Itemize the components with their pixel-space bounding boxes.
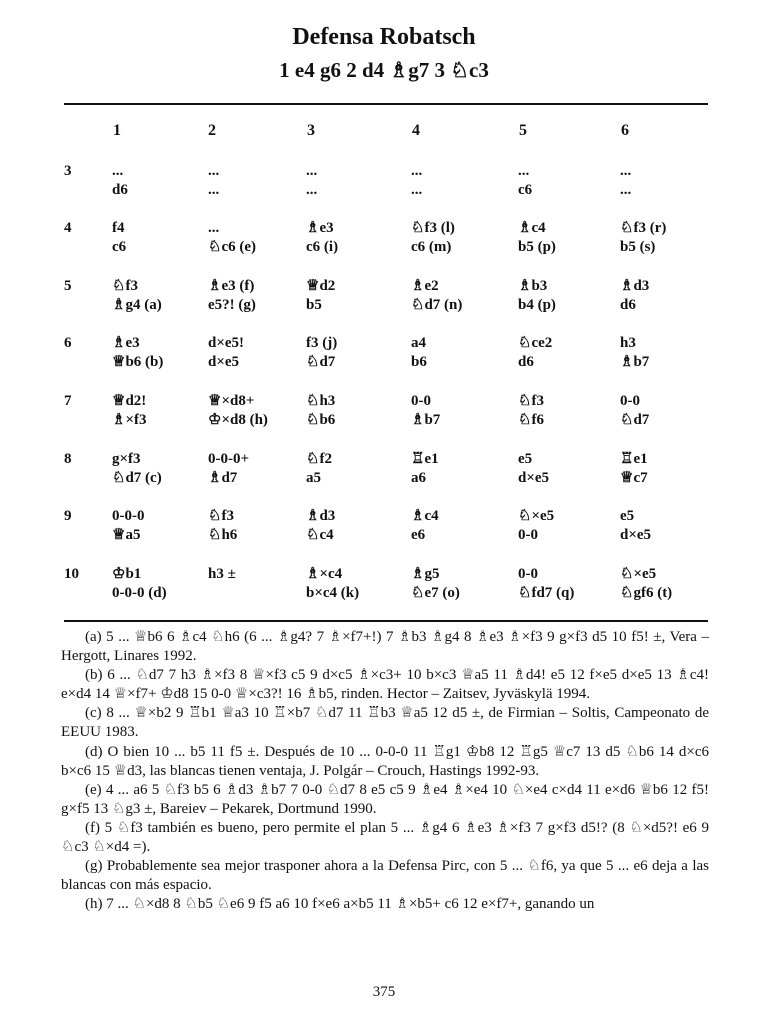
footnotes — [61, 628, 709, 914]
move-cell — [208, 219, 256, 257]
move-cell — [208, 392, 268, 430]
black-move: b5 (s) — [620, 239, 656, 255]
white-move: ♗e2 — [411, 278, 439, 294]
black-move: e5?! (g) — [208, 297, 256, 313]
white-move: ♘f3 — [112, 278, 138, 294]
white-move: ♘×e5 — [518, 508, 555, 524]
white-move: e5 — [620, 508, 635, 524]
white-move: ... — [518, 163, 530, 179]
black-move: ♘d7 (c) — [112, 470, 162, 486]
white-move: ♕d2! — [112, 393, 147, 409]
black-move: ♗g4 (a) — [112, 297, 162, 313]
move-cell — [112, 162, 128, 200]
white-move: 0-0-0+ — [208, 451, 250, 467]
column-header-4: 4 — [412, 122, 420, 139]
white-move: ♖e1 — [411, 451, 439, 467]
black-move: b4 (p) — [518, 297, 556, 313]
white-move: f4 — [112, 220, 125, 236]
white-move: 0-0 — [620, 393, 640, 409]
move-cell — [620, 219, 666, 257]
white-move: h3 — [620, 335, 636, 351]
move-cell — [518, 277, 556, 315]
white-move: d×e5! — [208, 335, 245, 351]
row-number: 8 — [64, 451, 72, 467]
move-cell — [112, 450, 162, 488]
black-move: b5 (p) — [518, 239, 556, 255]
black-move: d6 — [112, 182, 128, 198]
white-move: ♘h3 — [306, 393, 336, 409]
row-number: 3 — [64, 163, 72, 179]
row-number: 4 — [64, 220, 72, 236]
black-move: 0-0 — [518, 527, 538, 543]
black-move: ♗b7 — [411, 412, 441, 428]
column-header-3: 3 — [307, 122, 315, 139]
move-cell — [306, 392, 335, 430]
black-move: ♗d7 — [208, 470, 238, 486]
black-move: ... — [306, 182, 318, 198]
move-cell — [620, 392, 649, 430]
white-move: ♘f3 (l) — [411, 220, 455, 236]
white-move: 0-0 — [518, 566, 538, 582]
move-cell — [306, 277, 335, 315]
white-move: ♗d3 — [306, 508, 336, 524]
white-move: ♗d3 — [620, 278, 650, 294]
white-move: ♘ce2 — [518, 335, 553, 351]
white-move: ♖e1 — [620, 451, 648, 467]
move-cell — [112, 565, 167, 603]
move-cell — [306, 334, 337, 372]
page-number: 375 — [372, 984, 396, 1000]
black-move: c6 — [112, 239, 127, 255]
black-move: ♘b6 — [306, 412, 336, 428]
black-move: ♘c4 — [306, 527, 334, 543]
black-move: b×c4 (k) — [306, 585, 360, 601]
black-move: ... — [411, 182, 423, 198]
move-cell — [620, 162, 631, 200]
black-move: b5 — [306, 297, 322, 313]
move-cell — [208, 507, 237, 545]
move-cell — [620, 450, 648, 488]
move-cell — [518, 392, 544, 430]
black-move: ♕a5 — [112, 527, 141, 543]
white-move: a4 — [411, 335, 426, 351]
black-move: c6 — [518, 182, 533, 198]
move-cell — [411, 277, 462, 315]
top-rule — [64, 103, 708, 105]
footnote: (f) 5 ♘f3 también es bueno, pero permite el plan 5 ... ♗g4 6 ♗e3 ♗×f3 7 g×f3 d5!? (8 ♘×d5?! e6 9 ♘c3 ♘×d4 =). — [61, 819, 709, 856]
bottom-rule — [64, 620, 708, 622]
black-move: d×e5 — [208, 354, 240, 370]
white-move: ... — [208, 163, 220, 179]
row-number: 6 — [64, 335, 72, 351]
move-cell — [208, 450, 249, 488]
white-move: ♘×e5 — [620, 566, 657, 582]
move-cell — [411, 162, 422, 200]
black-move: 0-0-0 (d) — [112, 585, 167, 601]
white-move: ♘f3 (r) — [620, 220, 667, 236]
black-move: c6 (i) — [306, 239, 339, 255]
white-move: g×f3 — [112, 451, 141, 467]
move-cell — [411, 565, 460, 603]
page-subtitle: 1 e4 g6 2 d4 ♗g7 3 ♘c3 — [279, 58, 489, 82]
black-move: ♔×d8 (h) — [208, 412, 268, 428]
black-move: ♕c7 — [620, 470, 648, 486]
footnote: (b) 6 ... ♘d7 7 h3 ♗×f3 8 ♕×f3 c5 9 d×c5 ♗×c3+ 10 b×c3 ♕a5 11 ♗d4! e5 12 f×e5 d×e5 13 ♗c4! e×d4 14 ♕×f7+ ♔d8 15 0-0 ♕×c3?! 16 ♗b5, rinden. Hector – Zaitsev, Jyväskylä 1994. — [61, 667, 709, 703]
move-cell — [518, 507, 554, 545]
move-cell — [620, 565, 672, 603]
black-move: ♘e7 (o) — [411, 585, 460, 601]
white-move: ... — [620, 163, 632, 179]
move-cell — [518, 450, 549, 488]
move-cell — [306, 507, 335, 545]
move-cell — [411, 219, 455, 257]
white-move: ♔b1 — [112, 566, 142, 582]
white-move: ♗g5 — [411, 566, 440, 582]
black-move: d×e5 — [518, 470, 550, 486]
black-move: ♘d7 — [620, 412, 650, 428]
move-cell — [112, 277, 162, 315]
white-move: ♕×d8+ — [208, 393, 255, 409]
white-move: ♗c4 — [411, 508, 439, 524]
column-header-5: 5 — [519, 122, 527, 139]
move-cell — [112, 392, 147, 430]
footnote: (h) 7 ... ♘×d8 8 ♘b5 ♘e6 9 f5 a6 10 f×e6 a×b5 11 ♗×b5+ c6 12 e×f7+, ganando un — [85, 896, 595, 913]
move-cell — [411, 450, 439, 488]
black-move: ♕b6 (b) — [112, 354, 164, 370]
footnote: (d) O bien 10 ... b5 11 f5 ±. Después de 10 ... 0-0-0 11 ♖g1 ♔b8 12 ♖g5 ♕c7 13 d5 ♘b6 14 d×c6 b×c6 15 ♕d3, las blancas tienen ventaja, J. Polgár – Crouch, Hastings 1992-93. — [61, 743, 709, 779]
black-move: ♘d7 (n) — [411, 297, 463, 313]
white-move: 0-0 — [411, 393, 431, 409]
move-cell — [306, 450, 332, 488]
move-cell — [518, 162, 532, 200]
white-move: ... — [306, 163, 318, 179]
white-move: ♗e3 — [112, 335, 140, 351]
move-cell — [518, 334, 552, 372]
black-move — [208, 584, 236, 603]
black-move: ... — [208, 182, 220, 198]
white-move: ... — [411, 163, 423, 179]
move-cell — [208, 277, 256, 315]
white-move: e5 — [518, 451, 533, 467]
black-move: ♘gf6 (t) — [620, 585, 673, 601]
move-cell — [306, 565, 359, 603]
black-move: e6 — [411, 527, 426, 543]
black-move: ♗b7 — [620, 354, 650, 370]
black-move: ♘f6 — [518, 412, 544, 428]
move-cell — [620, 277, 649, 315]
row-number: 5 — [64, 278, 72, 294]
white-move: f3 (j) — [306, 335, 338, 351]
black-move: a5 — [306, 470, 321, 486]
black-move: ... — [620, 182, 632, 198]
footnote: (c) 8 ... ♕×b2 9 ♖b1 ♕a3 10 ♖×b7 ♘d7 11 ♖b3 ♕a5 12 d5 ±, de Firmian – Soltis, Campeonato de EEUU 1983. — [61, 705, 709, 741]
row-number: 10 — [64, 566, 79, 582]
white-move: ♗b3 — [518, 278, 548, 294]
move-cell — [112, 219, 126, 257]
black-move: ♘d7 — [306, 354, 336, 370]
move-cell — [208, 162, 219, 200]
row-number: 9 — [64, 508, 72, 524]
black-move: d6 — [620, 297, 636, 313]
black-move: d×e5 — [620, 527, 652, 543]
move-cell — [208, 334, 244, 372]
column-header-6: 6 — [621, 122, 629, 139]
column-header-1: 1 — [113, 122, 121, 139]
footnote: (e) 4 ... a6 5 ♘f3 b5 6 ♗d3 ♗b7 7 0-0 ♘d7 8 e5 c5 9 ♗e4 ♗×e4 10 ♘×e4 c×d4 11 e×d6 ♕b6 12 f5! g×f5 13 ♘g3 ±, Bareiev – Pekarek, Dortmund 1990. — [61, 781, 709, 817]
white-move: ... — [112, 163, 124, 179]
move-cell — [306, 219, 338, 257]
white-move: ♗e3 (f) — [208, 278, 255, 294]
move-cell — [620, 507, 651, 545]
move-cell — [112, 507, 145, 545]
move-cell — [208, 565, 236, 603]
white-move: h3 ± — [208, 566, 236, 582]
white-move: ... — [208, 220, 220, 236]
column-header-2: 2 — [208, 122, 216, 139]
page-title: Defensa Robatsch — [292, 24, 476, 50]
move-cell — [411, 507, 439, 545]
row-number: 7 — [64, 393, 72, 409]
white-move: ♘f3 — [208, 508, 234, 524]
move-cell — [518, 219, 556, 257]
white-move: 0-0-0 — [112, 508, 145, 524]
white-move: ♗c4 — [518, 220, 546, 236]
black-move: a6 — [411, 470, 426, 486]
black-move: b6 — [411, 354, 427, 370]
move-cell — [518, 565, 574, 603]
black-move: d6 — [518, 354, 534, 370]
move-cell — [411, 392, 440, 430]
black-move: ♘c6 (e) — [208, 239, 257, 255]
black-move: c6 (m) — [411, 239, 452, 255]
move-cell — [620, 334, 649, 372]
white-move: ♘f2 — [306, 451, 332, 467]
white-move: ♘f3 — [518, 393, 544, 409]
footnote: (g) Probablemente sea mejor trasponer ahora a la Defensa Pirc, con 5 ... ♘f6, ya que 5 ... e6 deja a las blancas con más espacio. — [61, 858, 709, 894]
black-move: ♘fd7 (q) — [518, 585, 575, 601]
white-move: ♕d2 — [306, 278, 336, 294]
move-cell — [411, 334, 427, 372]
black-move: ♘h6 — [208, 527, 238, 543]
move-cell — [306, 162, 317, 200]
footnote: (a) 5 ... ♕b6 6 ♗c4 ♘h6 (6 ... ♗g4? 7 ♗×f7+!) 7 ♗b3 ♗g4 8 ♗e3 ♗×f3 9 g×f3 d5 10 f5! ±, Vera – Hergott, Linares 1992. — [61, 629, 709, 665]
move-cell — [112, 334, 163, 372]
white-move: ♗×c4 — [306, 566, 343, 582]
white-move: ♗e3 — [306, 220, 334, 236]
black-move: ♗×f3 — [112, 412, 147, 428]
